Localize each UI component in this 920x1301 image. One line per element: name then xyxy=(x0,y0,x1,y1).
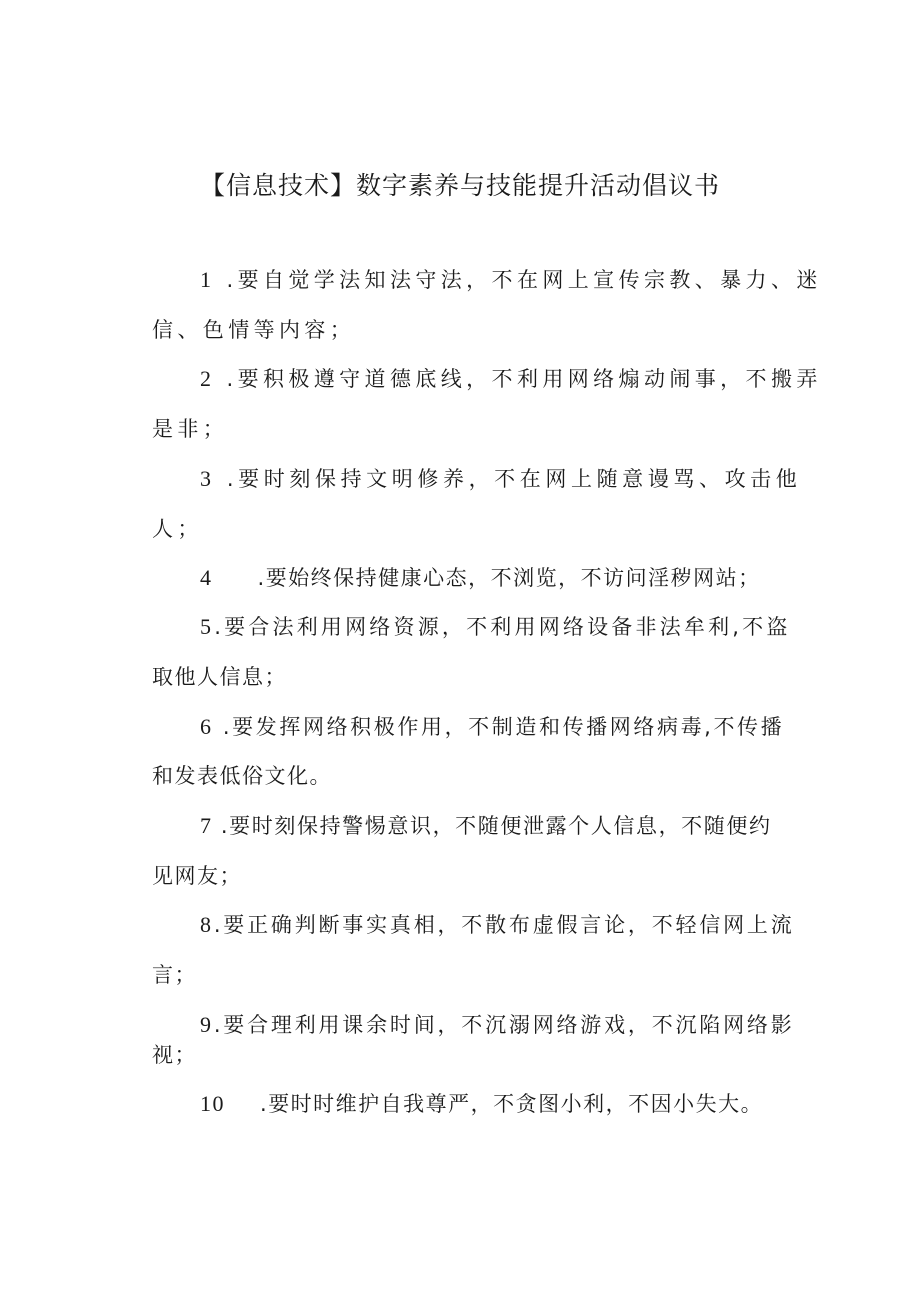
item-number: 5 xyxy=(200,614,215,639)
list-item-6-line-2: 和发表低俗文化。 xyxy=(152,764,332,788)
list-item-8-line-2: 言； xyxy=(152,963,197,987)
list-item-2-line-2: 是非； xyxy=(152,417,229,441)
item-text: 要时时维护自我尊严，不贪图小利，不因小失大。 xyxy=(268,1092,764,1116)
list-item-10-line-1: 10 .要时时维护自我尊严，不贪图小利，不因小失大。 xyxy=(200,1091,764,1116)
list-item-1-line-1: 1 .要自觉学法知法守法，不在网上宣传宗教、暴力、迷 xyxy=(200,267,822,292)
item-number: 10 xyxy=(200,1091,225,1116)
list-item-4-line-1: 4 .要始终保持健康心态，不浏览，不访问淫秽网站； xyxy=(200,565,761,590)
document-title: 【信息技术】数字素养与技能提升活动倡议书 xyxy=(199,171,720,200)
item-number: 4 xyxy=(200,565,213,590)
item-text: 要时刻保持警惕意识，不随便泄露个人信息，不随便约 xyxy=(229,814,772,838)
list-item-9-line-1: 9.要合理利用课余时间，不沉溺网络游戏，不沉陷网络影 xyxy=(200,1012,795,1037)
list-item-5-line-1: 5.要合法利用网络资源，不利用网络设备非法牟利,不盗 xyxy=(200,614,791,639)
item-number: 3 xyxy=(200,466,216,491)
list-item-8-line-1: 8.要正确判断事实真相，不散布虚假言论，不轻信网上流 xyxy=(200,912,795,937)
list-item-6-line-1: 6 .要发挥网络积极作用，不制造和传播网络病毒,不传播 xyxy=(200,714,785,739)
item-text: 要积极遵守道德底线，不利用网络煽动闹事，不搬弄 xyxy=(237,367,822,391)
list-item-7-line-2: 见网友； xyxy=(152,864,242,888)
list-item-5-line-2: 取他人信息； xyxy=(152,665,287,689)
list-item-7-line-1: 7 .要时刻保持警惕意识，不随便泄露个人信息，不随便约 xyxy=(200,813,772,838)
list-item-2-line-1: 2 .要积极遵守道德底线，不利用网络煽动闹事，不搬弄 xyxy=(200,366,822,391)
list-item-3-line-2: 人； xyxy=(152,517,203,541)
list-item-3-line-1: 3 .要时刻保持文明修养，不在网上随意谩骂、攻击他 xyxy=(200,466,802,491)
item-number: 6 xyxy=(200,714,214,739)
item-number: 7 xyxy=(200,813,213,838)
item-text: 要始终保持健康心态，不浏览，不访问淫秽网站； xyxy=(265,566,761,590)
item-text: 要时刻保持文明修养，不在网上随意谩骂、攻击他 xyxy=(238,467,802,491)
item-text: 要合法利用网络资源，不利用网络设备非法牟利,不盗 xyxy=(224,615,791,639)
item-number: 2 xyxy=(200,366,216,391)
item-text: 要自觉学法知法守法，不在网上宣传宗教、暴力、迷 xyxy=(237,268,822,292)
item-text: 要合理利用课余时间，不沉溺网络游戏，不沉陷网络影 xyxy=(223,1013,795,1037)
list-item-9-line-2: 视； xyxy=(152,1043,197,1067)
item-text: 要正确判断事实真相，不散布虚假言论，不轻信网上流 xyxy=(223,913,795,937)
item-number: 8 xyxy=(200,912,214,937)
item-text: 要发挥网络积极作用，不制造和传播网络病毒,不传播 xyxy=(232,715,785,739)
list-item-1-line-2: 信、色情等内容； xyxy=(152,318,356,342)
item-number: 1 xyxy=(200,267,216,292)
item-number: 9 xyxy=(200,1012,214,1037)
